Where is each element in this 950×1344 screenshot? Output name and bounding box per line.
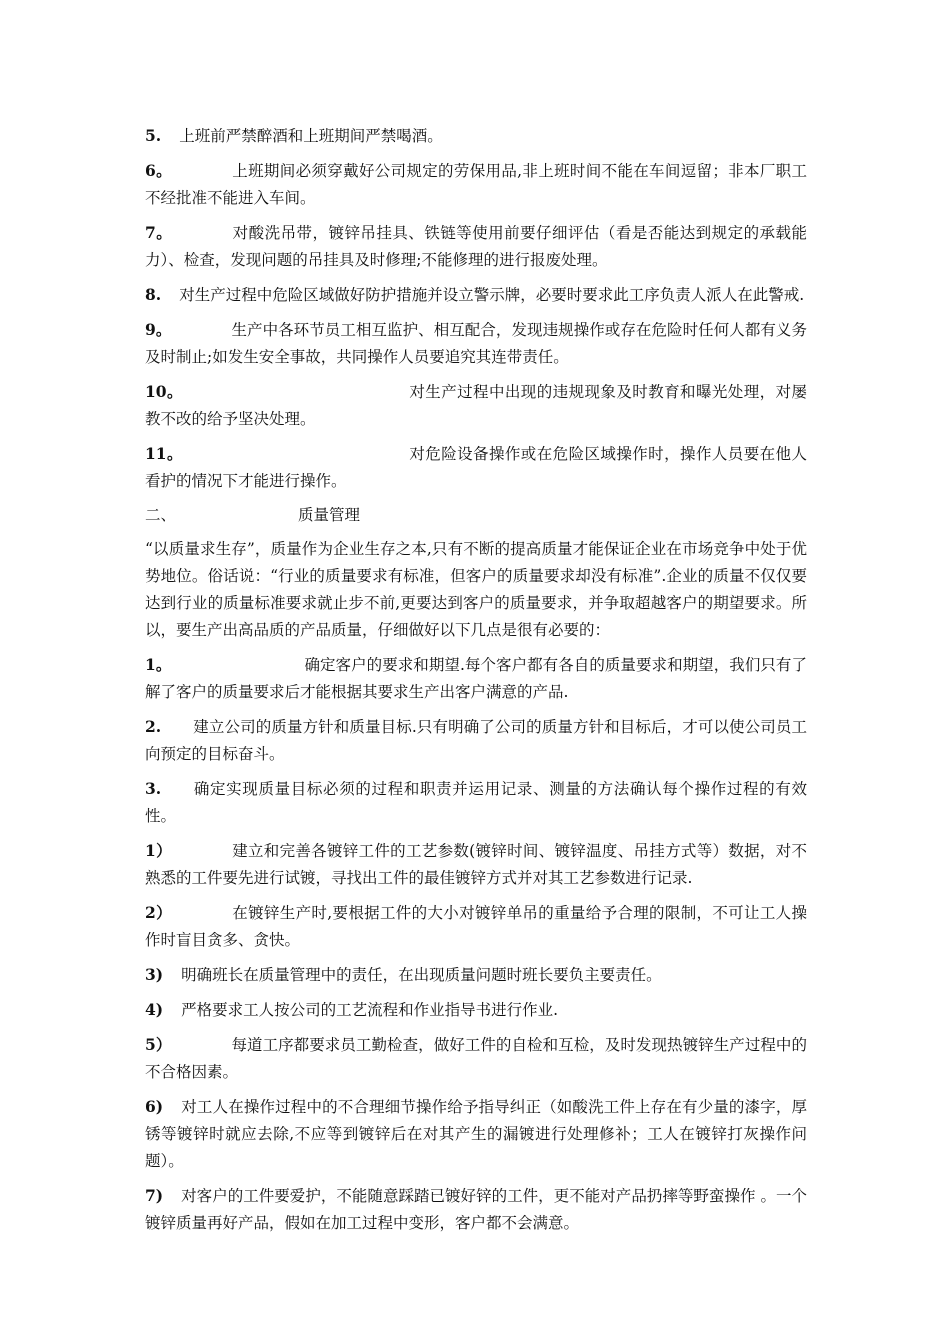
paragraph-number: 3. (145, 779, 162, 798)
paragraph (145, 961, 807, 989)
paragraph-text: 上班前严禁醉酒和上班期间严禁喝酒。 (179, 127, 443, 145)
paragraph-number: 7。 (145, 223, 173, 242)
paragraph (145, 502, 807, 529)
paragraph (145, 1031, 807, 1086)
paragraph (145, 281, 807, 309)
paragraph-number: 11。 (145, 444, 183, 463)
paragraph (145, 651, 807, 706)
paragraph-text: 对酸洗吊带，镀锌吊挂具、铁链等使用前要仔细评估（看是否能达到规定的承载能力）、检查，发现问题的吊挂具及时修理;不能修理的进行报废处理。 (145, 224, 807, 269)
paragraph (145, 713, 807, 768)
paragraph-text: 在镀锌生产时,要根据工件的大小对镀锌单吊的重量给予合理的限制，不可让工人操作时盲目贪多、贪快。 (145, 904, 807, 949)
paragraph-text: 对生产过程中危险区域做好防护措施并设立警示牌，必要时要求此工序负责人派人在此警戒. (179, 286, 805, 304)
paragraph-text: 上班期间必须穿戴好公司规定的劳保用品,非上班时间不能在车间逗留；非本厂职工不经批准不能进入车间。 (145, 162, 807, 207)
paragraph-text: 对客户的工件要爱护，不能随意踩踏已镀好锌的工件，更不能对产品扔摔等野蛮操作 。一个镀锌质量再好产品，假如在加工过程中变形，客户都不会满意。 (145, 1187, 807, 1232)
paragraph-number: 7) (145, 1186, 164, 1205)
paragraph-text: 确定客户的要求和期望.每个客户都有各自的质量要求和期望，我们只有了解了客户的质量要求后才能根据其要求生产出客户满意的产品. (145, 656, 807, 701)
paragraph-number: 5. (145, 126, 162, 145)
paragraph-number: 8. (145, 285, 162, 304)
paragraph-text: 质量管理 (298, 506, 361, 524)
paragraph-text: 对生产过程中出现的违规现象及时教育和曝光处理，对屡教不改的给予坚决处理。 (145, 383, 807, 428)
paragraph-number: 6。 (145, 161, 172, 180)
paragraph (145, 996, 807, 1024)
paragraph-number: 1） (145, 841, 172, 860)
paragraph-number: 二、 (145, 506, 177, 524)
paragraph (145, 899, 807, 954)
paragraph-text: 严格要求工人按公司的工艺流程和作业指导书进行作业. (181, 1001, 559, 1019)
paragraph-text: 明确班长在质量管理中的责任，在出现质量问题时班长要负主要责任。 (181, 966, 662, 984)
paragraph-text: 建立和完善各镀锌工件的工艺参数(镀锌时间、镀锌温度、吊挂方式等）数据，对不熟悉的工件要先进行试镀，寻找出工件的最佳镀锌方式并对其工艺参数进行记录. (145, 842, 807, 887)
paragraph-number: 10。 (145, 382, 183, 401)
paragraph-text: 建立公司的质量方针和质量目标.只有明确了公司的质量方针和目标后，才可以使公司员工向预定的目标奋斗。 (145, 718, 807, 763)
paragraph-number: 9。 (145, 320, 172, 339)
paragraph-text: “以质量求生存”，质量作为企业生存之本,只有不断的提高质量才能保证企业在市场竞争中处于优势地位。俗话说：“行业的质量要求有标准，但客户的质量要求却没有标准”.企业的质量不仅仅要达到行业的质量标准要求就止步不前,更要达到客户的质量要求，并争取超越客户的期望要求。所以，要生产出高品质的产品质量，仔细做好以下几点是很有必要的： (145, 540, 807, 639)
paragraph-number: 2） (145, 903, 172, 922)
paragraph (145, 440, 807, 495)
paragraph-text: 对危险设备操作或在危险区域操作时，操作人员要在他人看护的情况下才能进行操作。 (145, 445, 807, 490)
paragraph-text: 对工人在操作过程中的不合理细节操作给予指导纠正（如酸洗工件上存在有少量的漆字，厚锈等镀锌时就应去除,不应等到镀锌后在对其产生的漏镀进行处理修补；工人在镀锌打灰操作问题）。 (145, 1098, 807, 1170)
paragraph-number: 3) (145, 965, 164, 984)
paragraph-number: 6) (145, 1097, 164, 1116)
paragraph (145, 122, 807, 150)
paragraph (145, 316, 807, 371)
paragraph-number: 4) (145, 1000, 164, 1019)
paragraph (145, 775, 807, 830)
paragraph-number: 5） (145, 1035, 172, 1054)
paragraph (145, 536, 807, 644)
paragraph (145, 378, 807, 433)
paragraph-text: 每道工序都要求员工勤检查，做好工件的自检和互检，及时发现热镀锌生产过程中的不合格因素。 (145, 1036, 807, 1081)
paragraph-text: 生产中各环节员工相互监护、相互配合，发现违规操作或存在危险时任何人都有义务及时制止;如发生安全事故，共同操作人员要追究其连带责任。 (145, 321, 807, 366)
paragraph (145, 157, 807, 212)
paragraph-number: 2. (145, 717, 162, 736)
paragraph (145, 837, 807, 892)
paragraph-text: 确定实现质量目标必须的过程和职责并运用记录、测量的方法确认每个操作过程的有效性。 (145, 780, 807, 825)
paragraph-number: 1。 (145, 655, 172, 674)
paragraph (145, 219, 807, 274)
paragraph (145, 1182, 807, 1237)
document-body (145, 122, 807, 1244)
paragraph (145, 1093, 807, 1175)
